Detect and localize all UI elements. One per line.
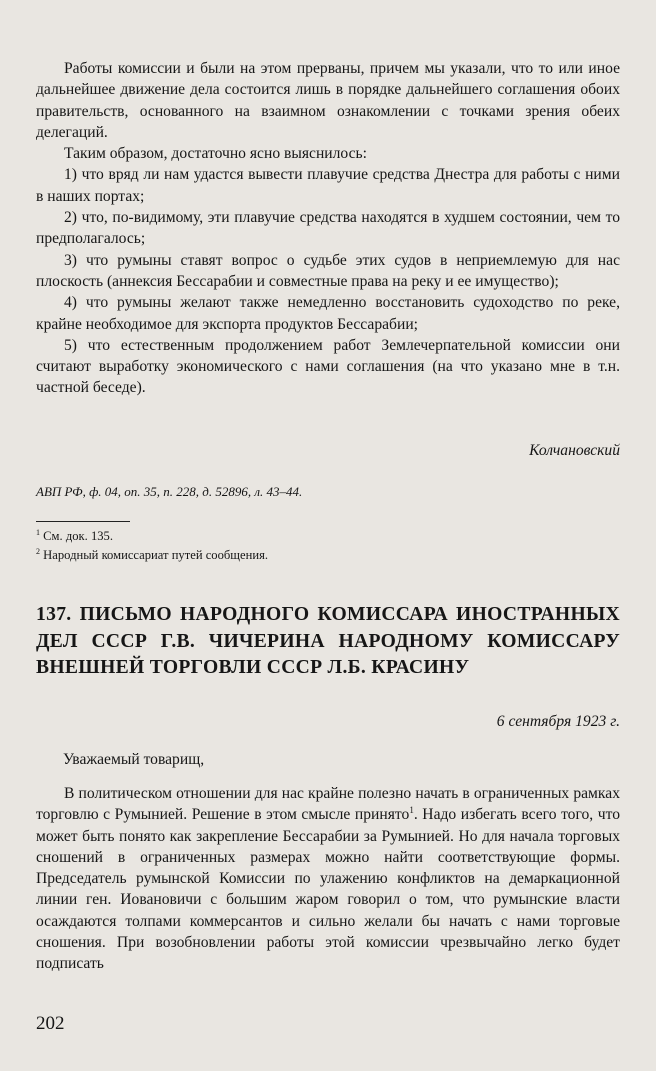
letter-text: . Надо избегать всего того, что может быть понято как закрепление Бессарабии за Румынией. Но для начала торговых сношений в ограниченных размерах можно найти соответствующие формы. Председатель румынской Комиссии по улажению конфликтов на демаркационной линии ген. Иовановичи с большим жаром говорил о том, что румынские власти осаждаются толпами коммерсантов и сильно желали бы начать с нами торговые сношения. При возобновлении работы этой комиссии чрезвычайно легко будет подписать [36,806,621,973]
top-text-block [36,58,620,399]
footnote-number: 1 [36,527,40,537]
footnote-text: См. док. 135. [43,529,113,543]
paragraph [36,783,620,975]
footnote-reference: 1 [409,805,414,816]
list-item: 1) что вряд ли нам удастся вывести плавучие средства Днестра для работы с ними в наших портах; [36,166,620,205]
paragraph: Таким образом, достаточно ясно выяснилось: [64,145,367,163]
document-date: 6 сентября 1923 г. [496,713,620,730]
footnote-number: 2 [36,546,40,556]
footnote [36,548,268,563]
letter-body [36,783,620,975]
paragraph: Работы комиссии и были на этом прерваны, причем мы указали, что то или иное дальнейшее движение дела состоится лишь в порядке дальнейшего соглашения обоих правительств, основанного на взаимном ознакомлении с точками зрения обеих делегаций. [36,60,620,141]
list-item: 5) что естественным продолжением работ Землечерпательной комиссии они считают выработку экономического с нами соглашения (на что указано мне в т.н. частной беседе). [36,336,620,397]
footnote [36,529,113,544]
page-number: 202 [36,1013,65,1034]
list-item: 4) что румыны желают также немедленно восстановить судоходство по реке, крайне необходимое для экспорта продуктов Бессарабии; [36,294,620,333]
list-item: 2) что, по-видимому, эти плавучие средства находятся в худшем состоянии, чем то предполагалось; [36,209,620,248]
footnote-text: Народный комиссариат путей сообщения. [43,548,269,562]
letter-text: В политическом отношении для нас крайне полезно начать в ограниченных рамках торговлю с Румынией. Решение в этом смысле принято [36,785,620,824]
greeting: Уважаемый товарищ, [63,751,205,768]
list-item: 3) что румыны ставят вопрос о судьбе этих судов в неприемлемую для нас плоскость (аннексия Бессарабии и совместные права на реку и ее имущество); [36,251,620,290]
document-heading: 137. ПИСЬМО НАРОДНОГО КОМИССАРА ИНОСТРАННЫХ ДЕЛ СССР Г.В. ЧИЧЕРИНА НАРОДНОМУ КОМИССАРУ ВНЕШНЕЙ ТОРГОВЛИ СССР Л.Б. КРАСИНУ [36,604,620,678]
footnote-divider [36,521,130,522]
signature: Колчановский [529,442,620,459]
archive-source: АВП РФ, ф. 04, оп. 35, п. 228, д. 52896, л. 43–44. [36,484,303,499]
